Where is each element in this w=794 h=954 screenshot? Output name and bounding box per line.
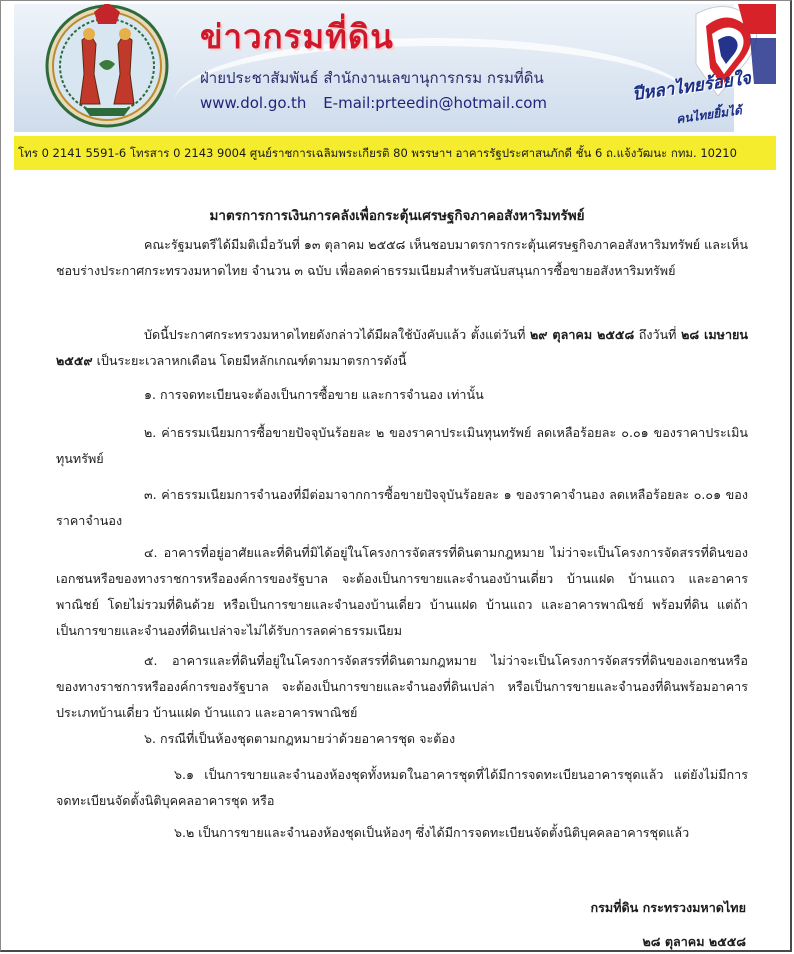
end-date: ๒๘ เมษายน ๒๕๕๙ xyxy=(56,327,748,368)
address-bar: โทร 0 2141 5591-6 โทรสาร 0 2143 9004 ศูนย์ราชการเฉลิมพระเกียรติ 80 พรรษาฯ อาคารรัฐประศาสนภักดี ชั้น 6 ถ.แจ้งวัฒนะ กทม. 10210 xyxy=(14,136,776,170)
paragraph-text: เป็นระยะเวลาหกเดือน โดยมีหลักเกณฑ์ตามมาตรการดังนี้ xyxy=(92,353,407,368)
campaign-slogan-sub: คนไทยยิ้มได้ xyxy=(675,103,743,127)
list-item-6-1: ๖.๑ เป็นการขายและจำนองห้องชุดทั้งหมดในอาคารชุดที่ได้มีการจดทะเบียนอาคารชุดแล้ว แต่ยังไม่มีการจดทะเบียนจัดตั้งนิติบุคคลอาคารชุด หรือ xyxy=(56,767,748,808)
start-date: ๒๙ ตุลาคม ๒๕๕๘ xyxy=(529,327,635,342)
paragraph-intro: คณะรัฐมนตรีได้มีมติเมื่อวันที่ ๑๓ ตุลาคม ๒๕๕๘ เห็นชอบมาตรการกระตุ้นเศรษฐกิจภาคอสังหาริมทรัพย์ และเห็นชอบร่างประกาศกระทรวงมหาดไทย จำนวน ๓ ฉบับ เพื่อลดค่าธรรมเนียมสำหรับสนับสนุนการซื้อขายอสังหาริมทรัพย์ xyxy=(56,237,748,278)
paragraph-text: บัดนี้ประกาศกระทรวงมหาดไทยดังกล่าวได้มีผลใช้บังคับแล้ว ตั้งแต่วันที่ xyxy=(144,327,530,342)
list-item-2: ๒. ค่าธรรมเนียมการซื้อขายปัจจุบันร้อยละ ๒ ของราคาประเมินทุนทรัพย์ ลดเหลือร้อยละ ๐.๐๑ ของราคาประเมินทุนทรัพย์ xyxy=(56,425,748,466)
list-item-6-2: ๖.๒ เป็นการขายและจำนองห้องชุดเป็นห้องๆ ซึ่งได้มีการจดทะเบียนจัดตั้งนิติบุคคลอาคารชุดแล้ว xyxy=(174,825,690,840)
list-item-5: ๕. อาคารและที่ดินที่อยู่ในโครงการจัดสรรที่ดินตามกฎหมาย ไม่ว่าจะเป็นโครงการจัดสรรที่ดินของเอกชนหรือของทางราชการหรือองค์การของรัฐบาล จะต้องเป็นการขายและจำนองที่ดินเปล่า หรือเป็นการขายและจำนองที่ดินพร้อมอาคารประเภทบ้านเดี่ยว บ้านแฝด บ้านแถว และอาคารพาณิชย์ xyxy=(56,653,748,720)
paragraph-text: ถึงวันที่ xyxy=(634,327,682,342)
department-seal-logo xyxy=(44,4,170,128)
list-item-6: ๖. กรณีที่เป็นห้องชุดตามกฎหมายว่าด้วยอาคารชุด จะต้อง xyxy=(144,731,456,746)
email-link[interactable]: E-mail:prteedin@hotmail.com xyxy=(323,94,548,112)
signature-department: กรมที่ดิน กระทรวงมหาดไทย xyxy=(590,900,746,915)
list-item-4: ๔. อาคารที่อยู่อาศัยและที่ดินที่มิได้อยู่ในโครงการจัดสรรที่ดินตามกฎหมาย ไม่ว่าจะเป็นโครงการจัดสรรที่ดินของเอกชนหรือของทางราชการหรือองค์การของรัฐบาล จะต้องเป็นการขายและจำนองบ้านเดี่ยว บ้านแฝด บ้านแถว และอาคารพาณิชย์ โดยไม่รวมที่ดินด้วย หรือเป็นการขายและจำนองบ้านเดี่ยว บ้านแฝด บ้านแถว และอาคารพาณิชย์ พร้อมที่ดิน แต่ถ้าเป็นการขายและจำนองที่ดินเปล่าจะไม่ได้รับการลดค่าธรรมเนียม xyxy=(56,545,748,638)
list-item-1: ๑. การจดทะเบียนจะต้องเป็นการซื้อขาย และการจำนอง เท่านั้น xyxy=(144,387,484,402)
list-item-3: ๓. ค่าธรรมเนียมการจำนองที่มีต่อมาจากการซื้อขายปัจจุบันร้อยละ ๑ ของราคาจำนอง ลดเหลือร้อยละ ๐.๐๑ ของราคาจำนอง xyxy=(56,487,748,528)
header-banner xyxy=(14,4,776,132)
document-date: ๒๘ ตุลาคม ๒๕๕๘ xyxy=(642,934,746,949)
document-title: มาตรการการเงินการคลังเพื่อกระตุ้นเศรษฐกิจภาคอสังหาริมทรัพย์ xyxy=(209,208,585,224)
header-subtitle: ฝ่ายประชาสัมพันธ์ สำนักงานเลขานุการกรม กรมที่ดิน xyxy=(200,69,544,87)
campaign-slogan: ปีหลาไทยร้อยใจ xyxy=(631,68,753,105)
newsletter-title: ข่าวกรมที่ดิน xyxy=(200,17,394,56)
header-contact xyxy=(200,94,559,112)
website-link[interactable]: www.dol.go.th xyxy=(200,94,307,112)
paragraph-effective-date xyxy=(56,322,748,374)
